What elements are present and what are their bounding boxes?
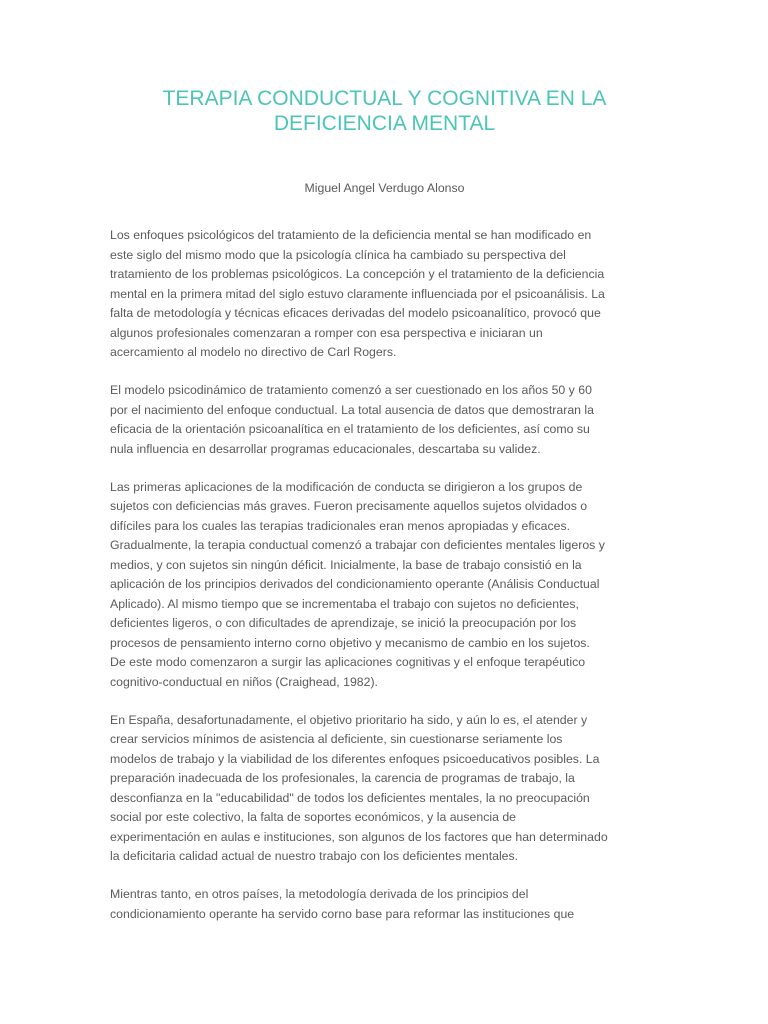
paragraph-line: social por este colectivo, la falta de soportes económicos, y la ausencia de xyxy=(110,810,517,824)
paragraph-line: condicionamiento operante ha servido corno base para reformar las instituciones que xyxy=(110,906,575,921)
paragraph-line: este siglo del mismo modo que la psicología clínica ha cambiado su perspectiva del xyxy=(110,247,566,262)
paragraph-line: algunos profesionales comenzaran a romper con esa perspectiva e iniciaran un xyxy=(110,325,543,340)
title-line: TERAPIA CONDUCTUAL Y COGNITIVA EN LA xyxy=(162,87,607,110)
paragraph-line: En España, desafortunadamente, el objetivo prioritario ha sido, y aún lo es, el atender y xyxy=(110,712,588,727)
title-line: DEFICIENCIA MENTAL xyxy=(273,112,496,135)
document-body xyxy=(110,226,659,924)
document-title xyxy=(110,86,659,136)
paragraph-line: De este modo comenzaron a surgir las aplicaciones cognitivas y el enfoque terapéutico xyxy=(110,655,586,669)
paragraph-line: preparación inadecuada de los profesionales, la carencia de programas de trabajo, la xyxy=(110,771,575,785)
paragraph-line: la deficitaria calidad actual de nuestro trabajo con los deficientes mentales. xyxy=(110,849,519,863)
paragraph xyxy=(110,885,659,924)
paragraph-line: procesos de pensamiento interno corno objetivo y mecanismo de cambio en los sujetos. xyxy=(110,635,590,650)
paragraph-line: crear servicios mínimos de asistencia al deficiente, sin cuestionarse seriamente los xyxy=(110,732,563,746)
paragraph xyxy=(110,478,659,693)
paragraph-line: tratamiento de los problemas psicológicos. La concepción y el tratamiento de la deficiencia xyxy=(110,267,605,281)
document-author: Miguel Angel Verdugo Alonso xyxy=(304,181,465,195)
paragraph-line: nula influencia en desarrollar programas educacionales, descartaba su validez. xyxy=(110,441,541,456)
paragraph-line: Mientras tanto, en otros países, la metodología derivada de los principios del xyxy=(110,887,529,901)
paragraph-line: Las primeras aplicaciones de la modificación de conducta se dirigieron a los grupos de xyxy=(110,479,583,494)
paragraph-line: Aplicado). Al mismo tiempo que se incrementaba el trabajo con sujetos no deficientes, xyxy=(110,596,579,611)
paragraph-line: eficacia de la orientación psicoanalítica en el tratamiento de los deficientes, así como su xyxy=(110,422,590,436)
paragraph-line: mental en la primera mitad del siglo estuvo claramente influenciada por el psicoanálisis. La xyxy=(110,286,605,301)
paragraph-line: falta de metodología y técnicas eficaces derivadas del modelo psicoanalítico, provocó que xyxy=(110,306,601,320)
paragraph-line: El modelo psicodinámico de tratamiento comenzó a ser cuestionado en los años 50 y 60 xyxy=(110,383,592,397)
paragraph xyxy=(110,711,659,867)
paragraph-line: difíciles para los cuales las terapias tradicionales eran menos apropiadas y eficaces. xyxy=(110,518,571,533)
paragraph xyxy=(110,381,659,459)
paragraph-line: experimentación en aulas e instituciones, son algunos de los factores que han determinado xyxy=(110,829,608,844)
paragraph-line: desconfianza en la "educabilidad" de todos los deficientes mentales, la no preocupación xyxy=(110,790,590,805)
paragraph-line: cognitivo-conductual en niños (Craighead, 1982). xyxy=(110,674,378,689)
paragraph-line: aplicación de los principios derivados del condicionamiento operante (Análisis Conductual xyxy=(110,577,600,591)
paragraph-line: acercamiento al modelo no directivo de Carl Rogers. xyxy=(110,345,397,359)
paragraph-line: Los enfoques psicológicos del tratamiento de la deficiencia mental se han modificado en xyxy=(110,228,592,242)
paragraph-line: medios, y con sujetos sin ningún déficit. Inicialmente, la base de trabajo consistió en la xyxy=(110,557,582,572)
paragraph-line: por el nacimiento del enfoque conductual. La total ausencia de datos que demostraran la xyxy=(110,402,595,417)
paragraph xyxy=(110,226,659,363)
paragraph-line: sujetos con deficiencias más graves. Fueron precisamente aquellos sujetos olvidados o xyxy=(110,499,588,513)
paragraph-line: Gradualmente, la terapia conductual comenzó a trabajar con deficientes mentales ligeros y xyxy=(110,538,605,552)
paragraph-line: modelos de trabajo y la viabilidad de los diferentes enfoques psicoeducativos posibles. La xyxy=(110,751,600,766)
paragraph-line: deficientes ligeros, o con dificultades de aprendizaje, se inició la preocupación por los xyxy=(110,616,577,630)
